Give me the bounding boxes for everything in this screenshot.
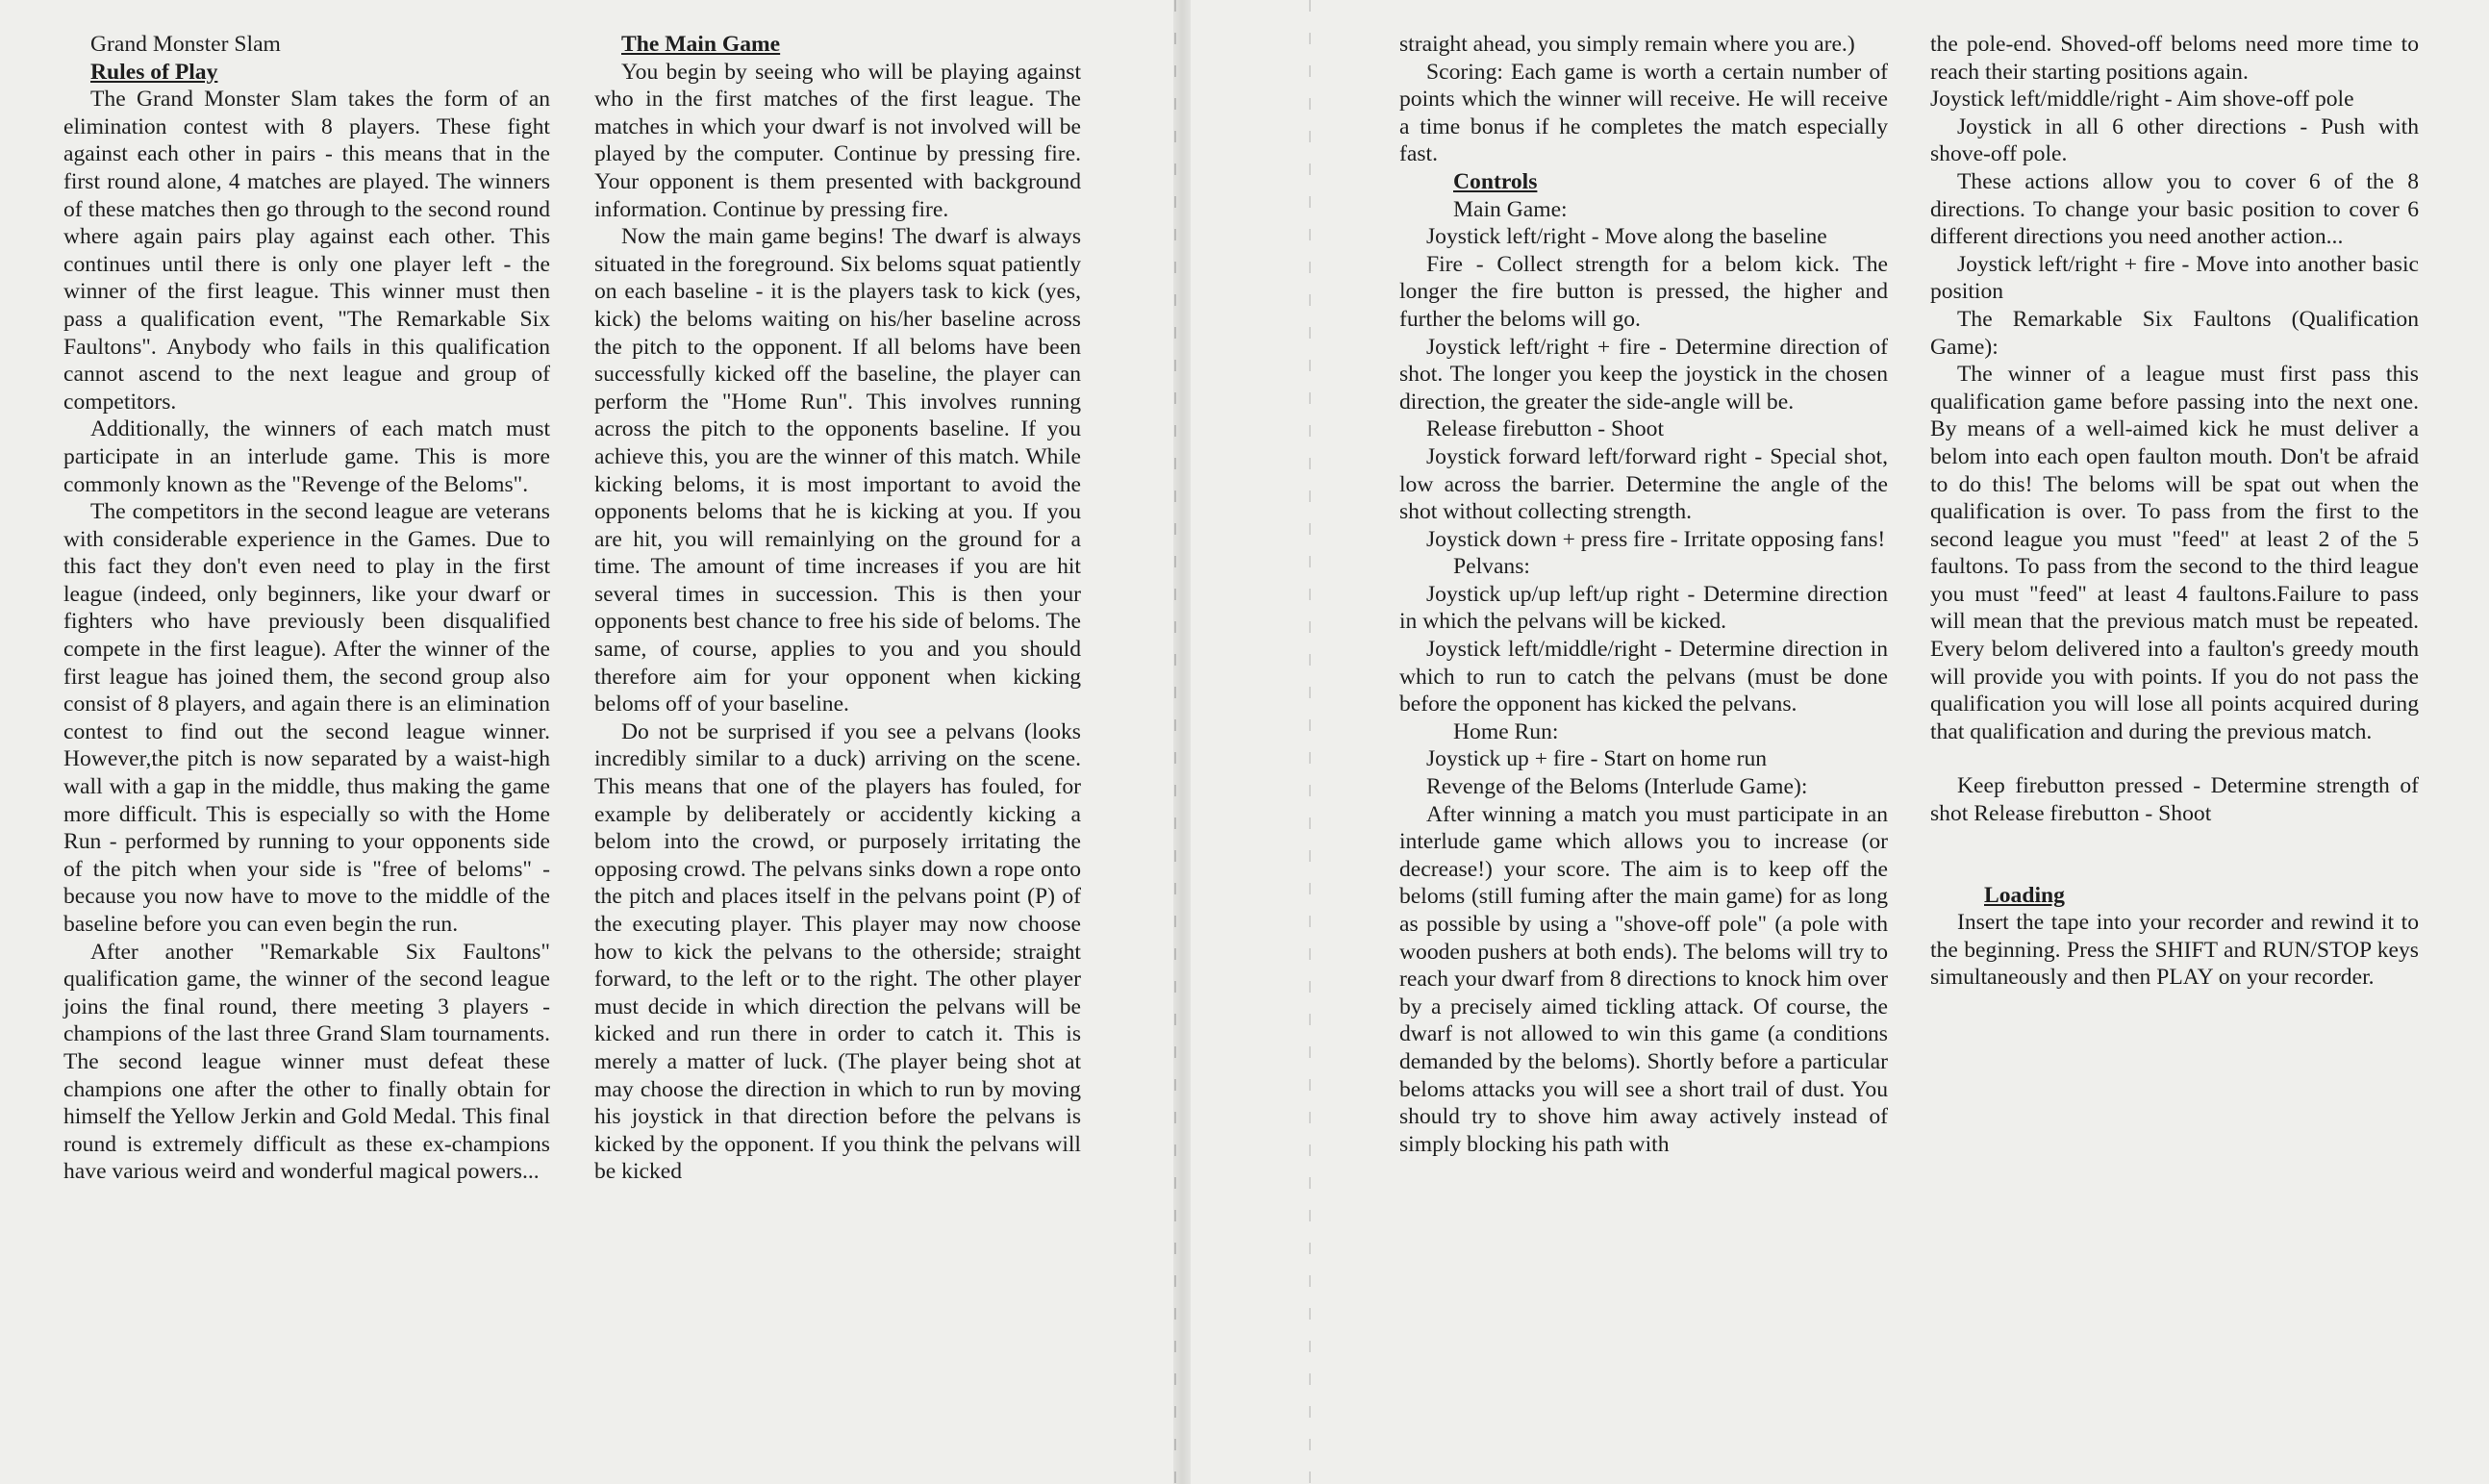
control-line: Keep firebutton pressed - Determine strength of shot Release firebutton - Shoot	[1930, 773, 2419, 827]
subheading-home-run: Home Run:	[1453, 718, 1559, 744]
control-line: Joystick left/middle/right - Determine direction in which to run to catch the pelvans (must be done before the opponent has kicked the pelvans.	[1399, 637, 1888, 717]
heading-loading: Loading	[1984, 882, 2065, 908]
column-rules-of-play	[63, 31, 550, 1186]
control-line: Joystick left/middle/right - Aim shove-off pole	[1930, 87, 2354, 113]
paragraph: the pole-end. Shoved-off beloms need more time to reach their starting positions again.	[1930, 32, 2419, 85]
control-line: Joystick left/right + fire - Determine direction of shot. The longer you keep the joystick in the chosen direction, the greater the side-angle will be.	[1399, 334, 1888, 415]
control-line: Joystick down + press fire - Irritate opposing fans!	[1426, 526, 1886, 552]
control-line: Joystick up + fire - Start on home run	[1426, 746, 1768, 772]
heading-rules-of-play: Rules of Play	[90, 59, 218, 85]
fold-line-right	[1309, 0, 1311, 1484]
control-line: Joystick in all 6 other directions - Push with shove-off pole.	[1930, 113, 2419, 167]
heading-main-game: The Main Game	[621, 32, 781, 57]
control-line: Joystick left/right - Move along the baseline	[1426, 224, 1827, 250]
paragraph: straight ahead, you simply remain where you are.)	[1399, 32, 1855, 57]
control-line: Joystick forward left/forward right - Special shot, low across the barrier. Determine the angle of the shot without collecting strength.	[1399, 443, 1888, 525]
control-line: Joystick left/right + fire - Move into another basic position	[1930, 251, 2419, 305]
spacer	[1930, 828, 2419, 855]
subheading-main-game: Main Game:	[1453, 196, 1568, 222]
paragraph: Additionally, the winners of each match must participate in an interlude game. This is more commonly known as the "Revenge of the Beloms".	[63, 416, 550, 497]
subheading-revenge: Revenge of the Beloms (Interlude Game):	[1426, 774, 1808, 800]
paragraph: The Grand Monster Slam takes the form of an elimination contest with 8 players. These fight against each other in pairs - this means that in the first round alone, 4 matches are played. The winners of these matches then go through to the second round where again pairs play against each other. This continues until there is only one player left - the winner of the first league. This winner must then pass a qualification event, "The Remarkable Six Faultons". Anybody who fails in this qualification cannot ascend to the next league and group of competitors.	[63, 87, 550, 415]
fold-line	[1174, 0, 1176, 1484]
spacer	[1930, 855, 2419, 882]
subheading-pelvans: Pelvans:	[1453, 554, 1530, 580]
subheading-faultons: The Remarkable Six Faultons (Qualification Game):	[1930, 306, 2419, 360]
spacer	[1930, 745, 2419, 772]
paragraph: These actions allow you to cover 6 of the 8 directions. To change your basic position to cover 6 different directions you need another action...	[1930, 168, 2419, 250]
paragraph: Do not be surprised if you see a pelvans (looks incredibly similar to a duck) arriving on the scene. This means that one of the players has fouled, for example by deliberately or accidently kicking a belom into the crowd, or purposely irritating the opposing crowd. The pelvans sinks down a rope onto the pitch and places itself in the pelvans point (P) of the executing player. This player may now choose how to kick the pelvans to the otherside; straight forward, to the left or to the right. The other player must decide in which direction the pelvans will be kicked and run there in order to catch it. This is merely a matter of luck. (The player being shot at may choose the direction in which to run by moving his joystick in that direction before the pelvans is kicked by the opponent. If you think the pelvans will be kicked	[594, 718, 1081, 1185]
paragraph: Now the main game begins! The dwarf is always situated in the foreground. Six beloms squat patiently on each baseline - it is the players task to kick (yes, kick) the beloms waiting on his/her baseline across the pitch to the opponent. If all beloms have been successfully kicked off the baseline, the player can perform the "Home Run". This involves running across the pitch to the opponents baseline. If you achieve this, you are the winner of this match. While kicking beloms, it is most important to avoid the opponents beloms that he is kicking at you. If you are hit, you will remainlying on the ground for a time. The amount of time increases if you are hit several times in succession. This is then your opponents best chance to free his side of beloms. The same, of course, applies to you and you should therefore aim for your opponent when kicking beloms off of your baseline.	[594, 224, 1081, 717]
paragraph: The competitors in the second league are veterans with considerable experience in the Games. Due to this fact they don't even need to play in the first league (indeed, only beginners, like your dwarf or fighters who have previously been disqualified compete in the first league). After the winner of the first league has joined them, the second group also consist of 8 players, and again there is an elimination contest to find out the second league winner. However,the pitch is now separated by a waist-high wall with a gap in the middle, thus making the game more difficult. This is especially so with the Home Run - performed by running to your opponents side of the pitch when your side is "free of beloms" - because you now have to move to the middle of the baseline before you can even begin the run.	[63, 499, 550, 937]
column-main-game	[594, 31, 1081, 1186]
paragraph: The winner of a league must first pass this qualification game before passing into the next one. By means of a well-aimed kick he must deliver a belom into each open faulton mouth. Don't be afraid to do this! The beloms will be spat out when the qualification is over. To pass from the first to the second league you must "feed" at least 2 of the 5 faultons. To pass from the second to the third league you must "feed" at least 4 faultons.Failure to pass will mean that the previous match must be repeated. Every belom delivered into a faulton's greedy mouth will provide you with points. If you do not pass the qualification you will lose all points acquired during that qualification and during the previous match.	[1930, 362, 2419, 744]
paragraph: Scoring: Each game is worth a certain number of points which the winner will receive. He will receive a time bonus if he completes the match especially fast.	[1399, 59, 1888, 167]
paragraph: After winning a match you must participate in an interlude game which allows you to increase (or decrease!) your score. The aim is to keep off the beloms (still fuming after the main game) for as long as possible by using a "shove-off pole" (a pole with wooden pushers at both ends). The beloms will try to reach your dwarf from 8 directions to knock him over by a precisely aimed tickling attack. Of course, the dwarf is not allowed to win this game (a conditions demanded by the beloms). Shortly before a particular beloms attacks you will see a short trail of dust. You should try to shove him away actively instead of simply blocking his path with	[1399, 801, 1888, 1157]
column-qualification-loading	[1930, 31, 2419, 992]
heading-controls: Controls	[1453, 168, 1538, 194]
paragraph: Insert the tape into your recorder and rewind it to the beginning. Press the SHIFT and RUN/STOP keys simultaneously and then PLAY on your recorder.	[1930, 910, 2419, 991]
control-line: Joystick up/up left/up right - Determine direction in which the pelvans will be kicked.	[1399, 581, 1888, 635]
document-title: Grand Monster Slam	[90, 32, 281, 57]
column-controls	[1399, 31, 1888, 1158]
control-line: Fire - Collect strength for a belom kick. The longer the fire button is pressed, the higher and further the beloms will go.	[1399, 251, 1888, 332]
paragraph: You begin by seeing who will be playing against who in the first matches of the first league. The matches in which your dwarf is not involved will be played by the computer. Continue by pressing fire. Your opponent is them presented with background information. Continue by pressing fire.	[594, 59, 1081, 222]
control-line: Release firebutton - Shoot	[1426, 416, 1665, 442]
paragraph: After another "Remarkable Six Faultons" qualification game, the winner of the second league joins the final round, there meeting 3 players - champions of the last three Grand Slam tournaments. The second league winner must defeat these champions one after the other to finally obtain for himself the Yellow Jerkin and Gold Medal. This final round is extremely difficult as these ex-champions have various weird and wonderful magical powers...	[63, 939, 550, 1185]
